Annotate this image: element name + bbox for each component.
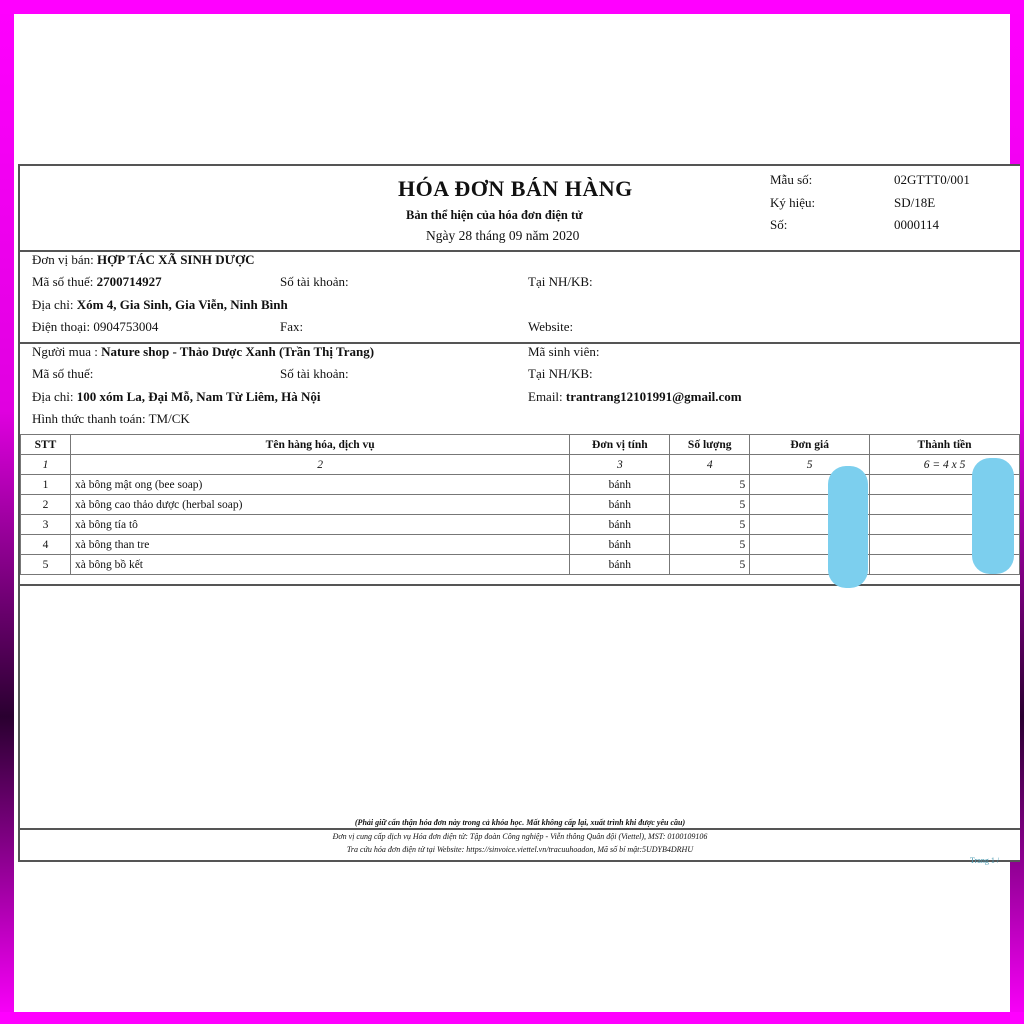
row-qty: 5	[670, 515, 750, 535]
table-header-row	[21, 435, 1020, 455]
seller-section	[20, 250, 1020, 344]
seller-phone	[32, 319, 158, 335]
row-qty: 5	[670, 475, 750, 495]
row-name: xà bông tía tô	[70, 515, 569, 535]
footer-lookup: Tra cứu hóa đơn điện tử tại Website: https://sinvoice.viettel.vn/tracuuhoadon, Mã số bí mật:5UDYB4DRHU	[346, 845, 694, 854]
table-index-row	[21, 455, 1020, 475]
seller-unit	[32, 252, 254, 268]
seller-address	[32, 297, 288, 313]
so-value: 0000114	[894, 217, 940, 232]
seller-account-label: Số tài khoản:	[280, 274, 349, 289]
row-qty: 5	[670, 555, 750, 575]
footer-note-keep: (Phải giữ cẩn thận hóa đơn này trong cả khóa học. Mất không cấp lại, xuất trình khi được yêu cầu)	[354, 818, 686, 827]
image-canvas	[14, 14, 1010, 1012]
row-name: xà bông cao thảo dược (herbal soap)	[70, 495, 569, 515]
index-cell: 2	[70, 455, 569, 475]
redaction-mark-total	[972, 458, 1014, 574]
row-unit: bánh	[570, 475, 670, 495]
row-qty: 5	[670, 535, 750, 555]
buyer-tax-label: Mã số thuế:	[32, 366, 94, 381]
seller-phone-value: 0904753004	[93, 319, 159, 334]
buyer-address-label: Địa chỉ:	[32, 389, 74, 404]
buyer-value: Nature shop - Thảo Dược Xanh (Trần Thị Trang)	[101, 344, 375, 359]
row-name: xà bông mật ong (bee soap)	[70, 475, 569, 495]
index-cell: 5	[750, 455, 870, 475]
student-label: Mã sinh viên:	[528, 344, 600, 359]
buyer-name	[32, 344, 374, 360]
page-number: Trang 1 /	[970, 856, 1000, 865]
row-unit: bánh	[570, 515, 670, 535]
seller-tax-label: Mã số thuế:	[32, 274, 94, 289]
payment-value: TM/CK	[148, 411, 190, 426]
table-row	[21, 535, 1020, 555]
seller-bank-label: Tại NH/KB:	[528, 274, 593, 289]
seller-address-label: Địa chỉ:	[32, 297, 74, 312]
table-row	[21, 555, 1020, 575]
buyer-email	[528, 389, 742, 405]
seller-unit-label: Đơn vị bán:	[32, 252, 94, 267]
table-bottom-rule	[20, 584, 1020, 586]
seller-fax-label: Fax:	[280, 319, 304, 334]
row-unit: bánh	[570, 495, 670, 515]
seller-unit-value: HỢP TÁC XÃ SINH DƯỢC	[97, 252, 255, 267]
redaction-mark-price	[828, 466, 868, 588]
invoice-document	[18, 164, 1020, 865]
seller-tax	[32, 274, 162, 290]
index-cell: 1	[21, 455, 71, 475]
col-header-price: Đơn giá	[750, 435, 870, 455]
items-table	[20, 434, 1020, 575]
row-stt: 3	[21, 515, 71, 535]
payment-label: Hình thức thanh toán:	[32, 411, 146, 426]
table-row	[21, 475, 1020, 495]
buyer-bank-label: Tại NH/KB:	[528, 366, 593, 381]
seller-website-label: Website:	[528, 319, 574, 334]
invoice-title: HÓA ĐƠN BÁN HÀNG	[398, 176, 633, 201]
buyer-account-label: Số tài khoản:	[280, 366, 349, 381]
footer-rule	[20, 828, 1020, 830]
invoice-subtitle: Bản thể hiện của hóa đơn điện tử	[406, 208, 583, 222]
col-header-qty: Số lượng	[670, 435, 750, 455]
table-row	[21, 515, 1020, 535]
ky-hieu-value: SD/18E	[894, 195, 936, 210]
col-header-stt: STT	[21, 435, 71, 455]
row-qty: 5	[670, 495, 750, 515]
col-header-total: Thành tiền	[870, 435, 1020, 455]
invoice-header	[20, 166, 1020, 252]
footer-provider: Đơn vị cung cấp dịch vụ Hóa đơn điện tử: Tập đoàn Công nghiệp - Viễn thông Quân đội (Viettel), MST: 0100109106	[332, 832, 708, 841]
row-name: xà bông bồ kết	[70, 555, 569, 575]
buyer-email-value: trantrang12101991@gmail.com	[565, 389, 742, 404]
col-header-name: Tên hàng hóa, dịch vụ	[70, 435, 569, 455]
seller-tax-value: 2700714927	[96, 274, 162, 289]
row-stt: 2	[21, 495, 71, 515]
frame-bottom	[0, 1012, 1024, 1024]
row-unit: bánh	[570, 555, 670, 575]
mau-so-label: Mẫu số:	[770, 172, 813, 187]
seller-phone-label: Điện thoại:	[32, 319, 91, 334]
so-label: Số:	[770, 217, 788, 232]
invoice-date: Ngày 28 tháng 09 năm 2020	[426, 228, 580, 243]
seller-address-value: Xóm 4, Gia Sinh, Gia Viễn, Ninh Bình	[76, 297, 288, 312]
frame-top	[0, 0, 1024, 14]
index-cell: 4	[670, 455, 750, 475]
row-name: xà bông than tre	[70, 535, 569, 555]
buyer-address-value: 100 xóm La, Đại Mỗ, Nam Từ Liêm, Hà Nội	[76, 389, 321, 404]
buyer-label: Người mua :	[32, 344, 98, 359]
mau-so-value: 02GTTT0/001	[894, 172, 970, 187]
buyer-section	[20, 342, 1020, 434]
row-stt: 4	[21, 535, 71, 555]
buyer-address	[32, 389, 320, 405]
table-row	[21, 495, 1020, 515]
index-cell: 6 = 4 x 5	[870, 455, 1020, 475]
col-header-unit: Đơn vị tính	[570, 435, 670, 455]
row-stt: 5	[21, 555, 71, 575]
buyer-payment	[32, 411, 190, 427]
row-unit: bánh	[570, 535, 670, 555]
ky-hieu-label: Ký hiệu:	[770, 195, 816, 210]
buyer-email-label: Email:	[528, 389, 563, 404]
row-stt: 1	[21, 475, 71, 495]
index-cell: 3	[570, 455, 670, 475]
